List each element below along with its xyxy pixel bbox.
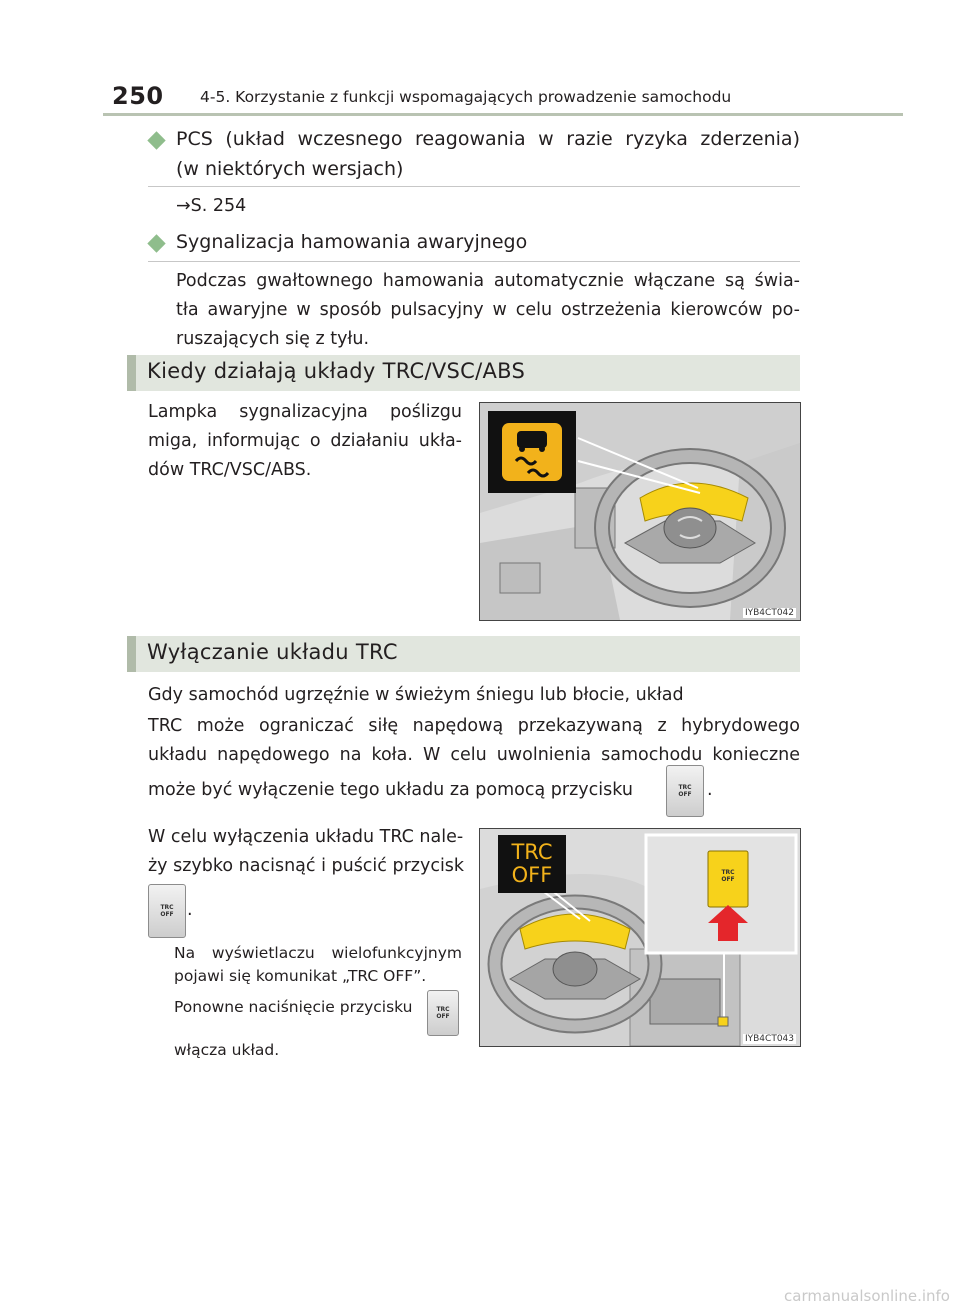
pcs-heading-line1: PCS (układ wczesnego reagowania w razie ryzyka zderzenia) [176, 128, 800, 150]
band-accent [127, 636, 136, 672]
section2-para2-line1: TRC może ograniczać siłę napędową przekazywaną z hybrydowego [148, 716, 800, 736]
button-label-off: OFF [678, 791, 692, 798]
button-label-off: OFF [160, 911, 174, 918]
button-label-trc: TRC [678, 784, 692, 791]
section-title: Wyłączanie układu TRC [147, 640, 398, 664]
note1-line1: Na wyświetlaczu wielofunkcyjnym [174, 944, 462, 962]
trc-off-display-text [498, 841, 566, 887]
dashboard-figure-slip-indicator [479, 402, 801, 621]
display-line-off: OFF [511, 863, 553, 887]
closeup-label-trc: TRC [721, 869, 735, 876]
trc-off-button-icon [148, 884, 186, 938]
section-title: Kiedy działają układy TRC/VSC/ABS [147, 359, 526, 383]
diamond-bullet-icon [147, 131, 165, 149]
pcs-rule [148, 186, 800, 187]
display-line-trc: TRC [511, 840, 553, 864]
trc-off-button-closeup-label [718, 869, 738, 883]
section1-line3: dów TRC/VSC/ABS. [148, 460, 312, 480]
note1-line2: pojawi się komunikat „TRC OFF”. [174, 967, 427, 985]
section2-para2-end: . [707, 780, 713, 800]
figure-code: IYB4CT042 [744, 608, 794, 618]
pcs-page-ref: →S. 254 [176, 196, 247, 216]
figure-code: IYB4CT043 [744, 1034, 794, 1044]
section2-para2-line2: układu napędowego na koła. W celu uwolnienia samochodu konieczne [148, 745, 800, 765]
section-heading-trc-vsc-abs [127, 355, 800, 391]
button-label-trc: TRC [160, 904, 174, 911]
button-label-trc: TRC [436, 1006, 450, 1013]
section2-para3-line2: ży szybko nacisnąć i puścić przycisk [148, 856, 465, 876]
section2-para3-line1: W celu wyłączenia układu TRC nale- [148, 827, 464, 847]
closeup-label-off: OFF [721, 876, 735, 883]
section1-line2: miga, informując o działaniu ukła- [148, 431, 462, 451]
emergency-line2: tła awaryjne w sposób pulsacyjny w celu ostrzeżenia kierowców po- [176, 300, 800, 320]
emergency-heading: Sygnalizacja hamowania awaryjnego [176, 231, 528, 253]
button-label-off: OFF [436, 1013, 450, 1020]
emergency-rule [148, 261, 800, 262]
page-number: 250 [112, 82, 164, 110]
note2-line2: włącza układ. [174, 1041, 280, 1059]
section2-para2-line3: może być wyłączenie tego układu za pomocą przycisku [148, 780, 633, 800]
note2-line1: Ponowne naciśnięcie przycisku [174, 998, 413, 1016]
dashboard-figure-trc-off [479, 828, 801, 1047]
section2-para1: Gdy samochód ugrzęźnie w świeżym śniegu lub błocie, układ [148, 685, 684, 705]
section2-para3-end: . [187, 900, 193, 920]
footer-watermark: carmanualsonline.info [784, 1287, 950, 1305]
pcs-heading-line2: (w niektórych wersjach) [176, 158, 404, 180]
section1-line1: Lampka sygnalizacyjna poślizgu [148, 402, 462, 422]
running-title: 4-5. Korzystanie z funkcji wspomagających prowadzenie samochodu [200, 88, 732, 106]
trc-off-button-icon [427, 990, 459, 1036]
trc-off-button-icon [666, 765, 704, 817]
diamond-bullet-icon [147, 234, 165, 252]
emergency-line1: Podczas gwałtownego hamowania automatycznie włączane są świa- [176, 271, 800, 291]
section-heading-trc-off [127, 636, 800, 672]
emergency-line3: ruszających się z tyłu. [176, 329, 370, 349]
header-rule [103, 113, 903, 116]
band-accent [127, 355, 136, 391]
